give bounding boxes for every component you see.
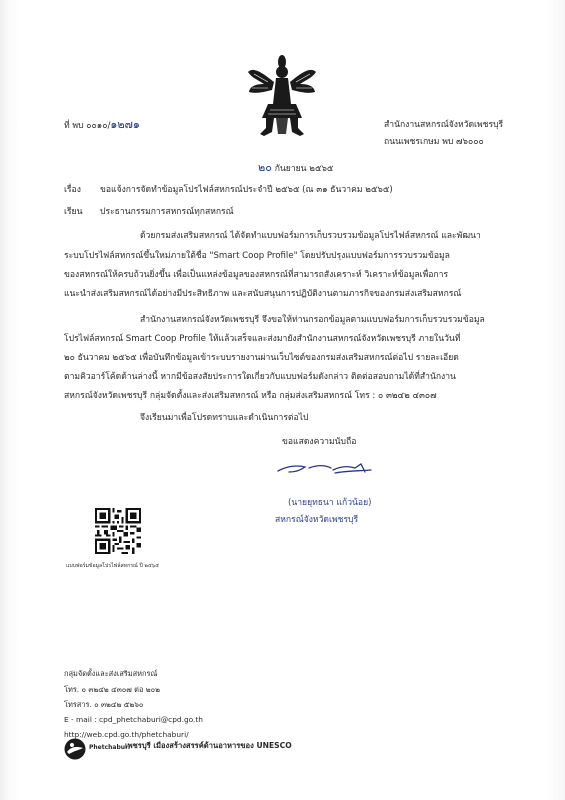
footer-email[interactable]: E - mail : cpd_phetchaburi@cpd.go.th [64, 715, 203, 724]
paragraph2-line: สหกรณ์จังหวัดเพชรบุรี กลุ่มจัดตั้งและส่งเสริมสหกรณ์ หรือ กลุ่มส่งเสริมสหกรณ์ โทร : ๐ ๓๒๔๒ ๔๓๐๗ [64, 391, 437, 401]
subject-text: ขอแจ้งการจัดทำข้อมูลโปรไฟล์สหกรณ์ประจำปี ๒๕๖๕ (ณ ๓๑ ธันวาคม ๒๕๖๕) [100, 185, 393, 195]
footer-website-link[interactable]: http://web.cpd.go.th/phetchaburi/ [64, 730, 189, 739]
office-address: ถนนเพชรเกษม พบ ๗๖๐๐๐ [384, 137, 484, 147]
recipient-text: ประธานกรรมการสหกรณ์ทุกสหกรณ์ [100, 207, 234, 217]
regards-text: ขอแสดงความนับถือ [282, 437, 357, 447]
paragraph2-line: สำนักงานสหกรณ์จังหวัดเพชรบุรี จึงขอให้ท่านกรอกข้อมูลตามแบบฟอร์มการเก็บรวบรวมข้อมูล [140, 315, 485, 325]
banner-text: เพชรบุรี เมืองสร้างสรรค์ด้านอาหารของ UNESCO [125, 741, 292, 750]
paragraph2-line: โปรไฟล์สหกรณ์ Smart Coop Profile ให้แล้วเสร็จและส่งมายังสำนักงานสหกรณ์จังหวัดเพชรบุรี ภายในวันที่ [64, 334, 461, 344]
date-day-handwritten: ๒๐ [258, 161, 272, 174]
paragraph1-line: แนะนำส่งเสริมสหกรณ์ได้อย่างมีประสิทธิภาพ และสนับสนุนการปฏิบัติงานตามภารกิจของกรมส่งเสริมสหกรณ์ [64, 289, 462, 299]
document-number-handwritten: ๑๒๗๑ [110, 118, 140, 131]
qr-code-icon[interactable] [95, 508, 141, 554]
footer-fax: โทรสาร. ๐ ๓๒๔๒ ๕๒๖๐ [64, 700, 144, 709]
office-name: สำนักงานสหกรณ์จังหวัดเพชรบุรี [384, 120, 504, 130]
footer-department: กลุ่มจัดตั้งและส่งเสริมสหกรณ์ [64, 669, 158, 678]
subject-label: เรื่อง [64, 185, 81, 195]
document-number-prefix: ที่ พบ ๐๐๑๐/ [64, 121, 111, 131]
paragraph1-line: ระบบโปรไฟล์สหกรณ์ขึ้นใหม่ภายใต้ชื่อ "Smart Coop Profile" โดยปรับปรุงแบบฟอร์มการรวบรวมข้อมูล [64, 251, 450, 261]
signatory-name: (นายยุทธนา แก้วน้อย) [288, 498, 372, 508]
qr-caption: แบบฟอร์มข้อมูลโปรไฟล์สหกรณ์ ปี ๒๕๖๕ [66, 563, 159, 569]
date-month-year: กันยายน ๒๕๖๕ [274, 164, 334, 174]
phetchaburi-logo-icon [64, 738, 86, 760]
document-number [64, 119, 140, 132]
garuda-emblem-icon [246, 52, 318, 138]
paragraph2-line: ตามคิวอาร์โค้ดด้านล่างนี้ หากมีข้อสงสัยประการใดเกี่ยวกับแบบฟอร์มดังกล่าว ติดต่อสอบถามได้ที่สำนักงาน [64, 372, 456, 382]
signatory-position: สหกรณ์จังหวัดเพชรบุรี [275, 515, 359, 525]
closing-line: จึงเรียนมาเพื่อโปรดทราบและดำเนินการต่อไป [140, 413, 309, 423]
recipient-label: เรียน [64, 207, 83, 217]
handwritten-signature [275, 458, 375, 478]
footer-phone: โทร. ๐ ๓๒๔๒ ๔๓๐๗ ต่อ ๒๐๒ [64, 685, 161, 694]
paragraph2-line: ๒๐ ธันวาคม ๒๕๖๕ เพื่อบันทึกข้อมูลเข้าระบบรายงานผ่านเว็บไซต์ของกรมส่งเสริมสหกรณ์ต่อไป รายละเอียด [64, 353, 459, 363]
paragraph1-line: ของสหกรณ์ให้ครบถ้วนยิ่งขึ้น เพื่อเป็นแหล่งข้อมูลของสหกรณ์ที่สามารถสังเคราะห์ วิเคราะห์ข้อมูลเพื่อการ [64, 270, 449, 280]
banner-brand: Phetchaburi [89, 744, 131, 751]
letter-date [258, 162, 333, 175]
paragraph1-line: ด้วยกรมส่งเสริมสหกรณ์ ได้จัดทำแบบฟอร์มการเก็บรวบรวมข้อมูลโปรไฟล์สหกรณ์ และพัฒนา [140, 231, 481, 241]
